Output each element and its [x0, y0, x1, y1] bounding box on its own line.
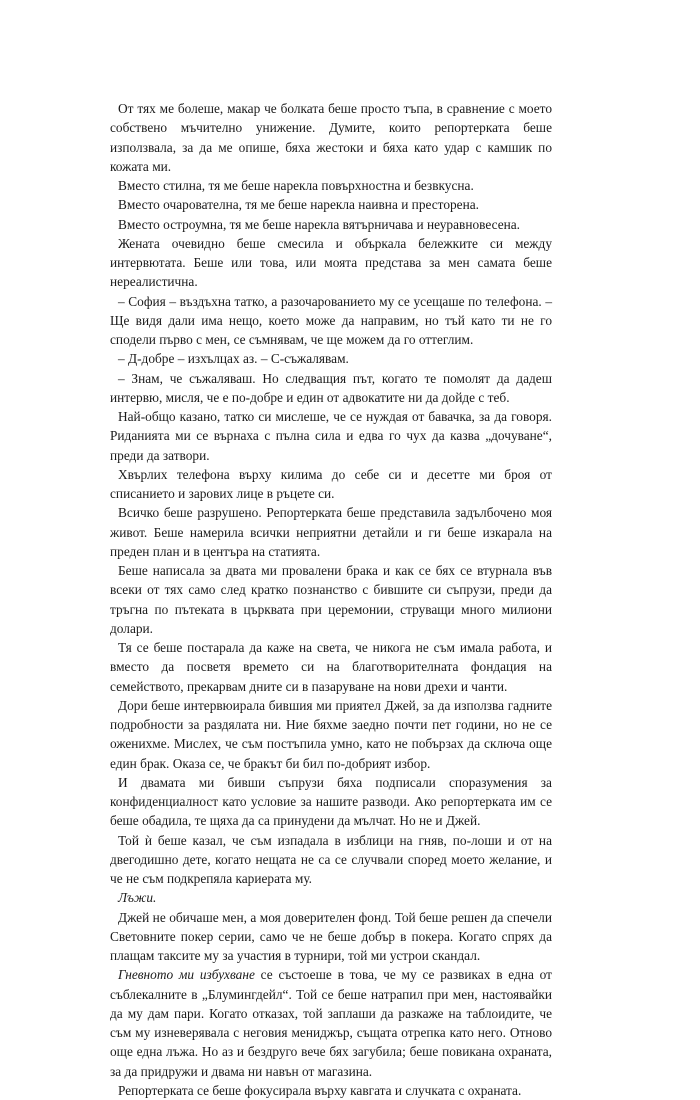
paragraph: Хвърлих телефона върху килима до себе си и десетте ми броя от списанието и зарових лице в ръцете си.	[110, 466, 552, 501]
paragraph: Репортерката се беше фокусирала върху кавгата и случката с охраната.	[118, 1082, 522, 1098]
paragraph: Вместо стилна, тя ме беше нарекла повърхностна и безвкусна.	[118, 178, 474, 193]
paragraph-text: се състоеше в това, че му се развиках в една от съблекалните в „Блумингдейл“. Той се беше натрапил при мен, настоявайки да му дам пари. Когато отказах, той заплаши да разкаже на таблоидите, че съм му изневерявала с неговия мениджър, същата отрепка като него. Отново още една лъжа. Но аз и бездруго вече бях загубила; беше повикана охраната, за да придружи и двама ни навън от магазина.	[110, 967, 552, 1079]
paragraph: – Знам, че съжаляваш. Но следващия път, когато те помолят да дадеш интервю, мисля, че е по-добре и един от адвокатите ни да дойде с теб.	[110, 370, 552, 405]
paragraph: – Д-добре – изхълцах аз. – С-съжалявам.	[118, 351, 349, 367]
paragraph: – София – въздъхна татко, а разочарованието му се усещаше по телефона. – Ще видя дали има нещо, което може да направим, но тъй като ти не го сподели първо с мен, се съмнявам, че ще можем да го оттеглим.	[110, 293, 552, 347]
paragraph: Жената очевидно беше смесила и объркала бележките си между интервютата. Беше или това, или моята представа за мен самата беше нереалистична.	[110, 235, 552, 290]
paragraph: Джей не обичаше мен, а моя доверителен фонд. Той беше решен да спечели Световните покер серии, само че не беше добър в покера. Когато спрях да плащам таксите му за участия в турнири, той ми устрои скандал.	[110, 909, 552, 963]
paragraph: И двамата ми бивши съпрузи бяха подписали споразумения за конфиденциалност като условие за нашите разводи. Ако репортерката им се беше обадила, те щяха да са принудени да мълчат. Но не и Джей.	[110, 774, 552, 829]
paragraph: Всичко беше разрушено. Репортерката беше представила задълбочено моя живот. Беше намерила всички неприятни детайли и ги беше изкарала на преден план и в центъра на статията.	[110, 505, 552, 559]
paragraph: От тях ме болеше, макар че болката беше просто тъпа, в сравнение с моето собствено мъчително унижение. Думите, които репортерката беше използвала, за да ме опише, бяха жестоки и бяха като удар с камшик по кожата ми.	[110, 101, 552, 174]
paragraph: Той ѝ беше казал, че съм изпадала в изблици на гняв, по-лоши и от на двегодишно дете, когато нещата не са се случвали според моето желание, и че не съм подкрепяла кариерата му.	[110, 832, 552, 886]
paragraph: Най-общо казано, татко си мислеше, че се нуждая от бавачка, за да говоря. Риданията ми се върнаха с пълна сила и едва го чух да казва „дочуване“, преди да затвори.	[110, 409, 552, 463]
italic-phrase: Гневното ми избухване	[118, 967, 255, 983]
paragraph: Дори беше интервюирала бившия ми приятел Джей, за да използва гадните подробности за раздялата ни. Ние бяхме заедно почти пет години, но не се оженихме. Мислех, че съм постъпила умно, като не побързах да сключа още един брак. Оказа се, че бракът би бил по-добрият избор.	[110, 697, 552, 771]
paragraph: Вместо остроумна, тя ме беше нарекла вятърничава и неуравновесена.	[118, 216, 521, 232]
paragraph: Вместо очарователна, тя ме беше нарекла наивна и престорена.	[118, 197, 479, 213]
paragraph: Беше написала за двата ми провалени брака и как се бях се втурнала във всеки от тях само след кратко познанство с бившите си съпрузи, преди да тръгна по пътеката в църквата при церемонии, струващи много милиони долари.	[110, 563, 552, 636]
paragraph: Тя се беше постарала да каже на света, че никога не съм имала работа, и вместо да посветя времето си на благотворителната фондация на семейството, прекарвам дните си в пазаруване на нови дрехи и чанти.	[110, 640, 552, 694]
paragraph-italic: Лъжи.	[118, 890, 157, 906]
paragraph	[110, 965, 552, 1081]
